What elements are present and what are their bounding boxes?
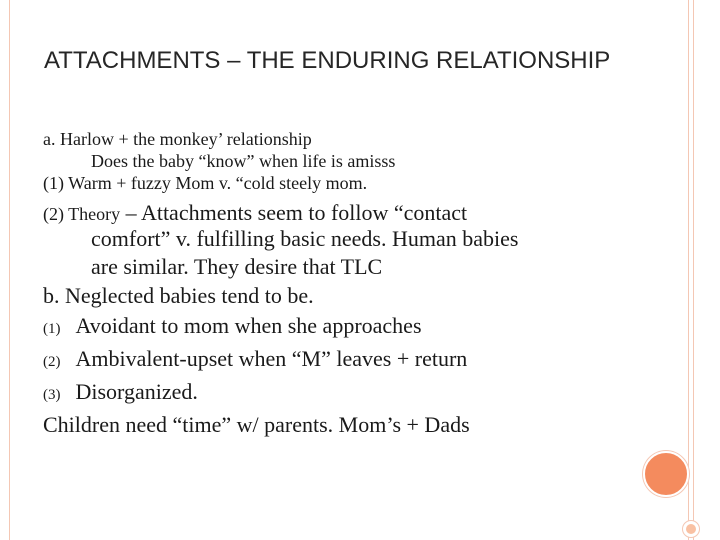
small-accent-circle bbox=[682, 520, 700, 538]
harlow-line: a. Harlow + the monkey’ relationship bbox=[43, 129, 312, 149]
slide-body bbox=[43, 128, 663, 440]
slide-title: ATTACHMENTS – THE ENDURING RELATIONSHIP bbox=[44, 47, 611, 74]
list-item bbox=[43, 344, 663, 377]
item-marker: (3) bbox=[43, 387, 61, 403]
frame-right-rail bbox=[688, 0, 694, 540]
accent-circle bbox=[643, 451, 689, 497]
theory-prefix: (2) Theory bbox=[43, 204, 121, 224]
item-text: Ambivalent-upset when “M” leaves + return bbox=[75, 346, 468, 371]
theory-text: – Attachments seem to follow “contact bbox=[120, 200, 468, 225]
item-marker: (2) bbox=[43, 354, 61, 370]
theory-cont-1: comfort” v. fulfilling basic needs. Human babies bbox=[91, 226, 519, 251]
list-item bbox=[43, 377, 663, 410]
neglect-heading: b. Neglected babies tend to be. bbox=[43, 283, 314, 308]
closing-line: Children need “time” w/ parents. Mom’s + Dads bbox=[43, 412, 470, 437]
list-item bbox=[43, 311, 663, 344]
item-text: Avoidant to mom when she approaches bbox=[75, 313, 422, 338]
theory-cont-2: are similar. They desire that TLC bbox=[91, 254, 383, 279]
item-marker: (1) bbox=[43, 321, 61, 337]
amiss-line: Does the baby “know” when life is amisss bbox=[91, 151, 396, 171]
item-text: Disorganized. bbox=[75, 379, 198, 404]
frame-left-line bbox=[9, 0, 10, 540]
warm-mom-line: (1) Warm + fuzzy Mom v. “cold steely mom. bbox=[43, 173, 368, 193]
